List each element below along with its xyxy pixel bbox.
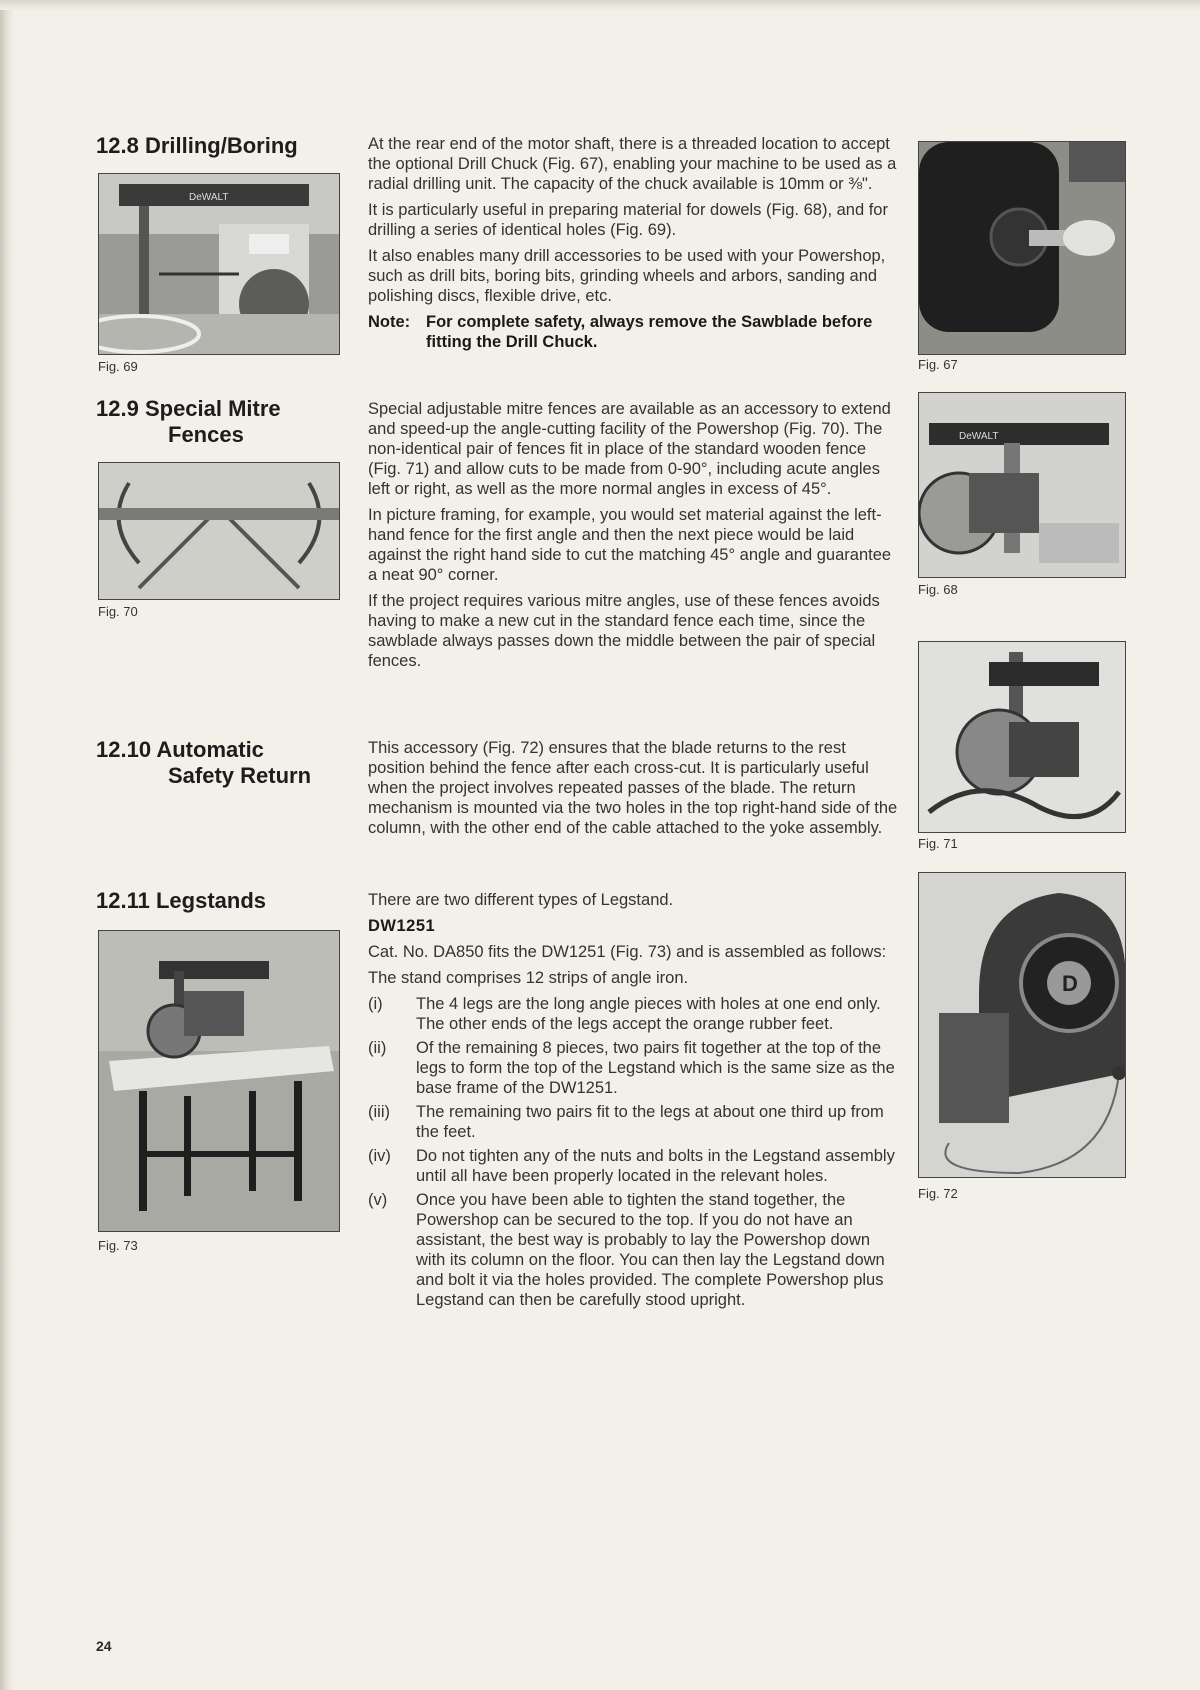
heading-mitre-number: 12.9 bbox=[96, 396, 139, 421]
drilling-paragraph-1: At the rear end of the motor shaft, there is a threaded location to accept the optional Drill Chuck (Fig. 67), enabling your machine to be used as a radial drilling unit. The capacity of the chuck available is 10mm or ⅜". bbox=[368, 135, 897, 193]
page-number: 24 bbox=[96, 1638, 112, 1654]
heading-safety-title-1: Automatic bbox=[156, 737, 264, 762]
heading-legstands-title: Legstands bbox=[155, 888, 266, 913]
fig73-photo bbox=[98, 930, 340, 1232]
drilling-section-text bbox=[368, 134, 898, 352]
heading-drilling-number: 12.8 bbox=[96, 133, 139, 158]
mitre-paragraph-2: In picture framing, for example, you would set material against the left- hand fence for the first angle and then the next piece would be laid against the right hand side to cut the matching 45° angle and guarantee a neat 90° corner. bbox=[368, 506, 892, 584]
drilling-paragraph-2: It is particularly useful in preparing material for dowels (Fig. 68), and for drilling a series of identical holes (Fig. 69). bbox=[368, 201, 888, 239]
fig71-caption: Fig. 71 bbox=[918, 836, 958, 851]
list-item bbox=[368, 1146, 898, 1186]
page-top-edge bbox=[0, 0, 1200, 10]
fig72-caption: Fig. 72 bbox=[918, 1186, 958, 1201]
heading-mitre-title-2: Fences bbox=[168, 422, 244, 447]
safety-note-text: For complete safety, always remove the Sawblade before fitting the Drill Chuck. bbox=[426, 313, 873, 351]
legstands-intro: There are two different types of Legstand. bbox=[368, 891, 674, 909]
legstands-model-heading: DW1251 bbox=[368, 917, 436, 935]
list-item-mark: (i) bbox=[368, 995, 383, 1013]
safety-paragraph-1: This accessory (Fig. 72) ensures that the blade returns to the rest position behind the fence after each cross-cut. It is particularly useful when the project involves repeated passes of the blade. The return mechanism is mounted via the two holes in the top right-hand side of the column, with the other end of the cable attached to the yoke assembly. bbox=[368, 739, 898, 837]
list-item bbox=[368, 1102, 898, 1142]
heading-mitre-title-1: Special Mitre bbox=[144, 396, 281, 421]
fig72-badge-label: D bbox=[1062, 971, 1078, 996]
fig72-photo bbox=[918, 872, 1126, 1178]
list-item-text: The remaining two pairs fit to the legs at about one third up from the feet. bbox=[416, 1103, 884, 1141]
heading-drilling bbox=[96, 133, 298, 159]
heading-safety-number: 12.10 bbox=[96, 737, 152, 762]
fig69-brand-label: DeWALT bbox=[189, 192, 229, 203]
heading-safety bbox=[96, 737, 311, 789]
fig68-brand-label: DeWALT bbox=[959, 431, 999, 442]
heading-drilling-title: Drilling/Boring bbox=[144, 133, 298, 158]
list-item-mark: (iv) bbox=[368, 1147, 391, 1165]
fig67-photo bbox=[918, 141, 1126, 355]
list-item-text: Once you have been able to tighten the stand together, the Powershop can be secured to the top. If you do not have an assistant, the best way is probably to lay the Powershop down with its column on the floor. You can then lay the Legstand down and bolt it via the holes provided. The complete Powershop plus Legstand can then be carefully stood upright. bbox=[416, 1191, 885, 1309]
safety-note-label: Note: bbox=[368, 313, 411, 331]
list-item bbox=[368, 1190, 898, 1310]
list-item-text: Of the remaining 8 pieces, two pairs fit together at the top of the legs to form the top of the Legstand which is the same size as the base frame of the DW1251. bbox=[416, 1039, 895, 1097]
legstands-paragraph-2: The stand comprises 12 strips of angle iron. bbox=[368, 969, 689, 987]
fig70-photo bbox=[98, 462, 340, 600]
heading-legstands bbox=[96, 888, 266, 914]
fig73-caption: Fig. 73 bbox=[98, 1238, 138, 1253]
drilling-paragraph-3: It also enables many drill accessories to be used with your Powershop, such as drill bits, boring bits, grinding wheels and arbors, sanding and polishing discs, flexible drive, etc. bbox=[368, 247, 886, 305]
legstands-paragraph-1: Cat. No. DA850 fits the DW1251 (Fig. 73) and is assembled as follows: bbox=[368, 943, 887, 961]
heading-legstands-number: 12.11 bbox=[96, 888, 150, 913]
list-item-mark: (ii) bbox=[368, 1039, 387, 1057]
list-item-text: Do not tighten any of the nuts and bolts in the Legstand assembly until all have been properly located in the relevant holes. bbox=[416, 1147, 895, 1185]
fig70-caption: Fig. 70 bbox=[98, 604, 138, 619]
mitre-section-text bbox=[368, 399, 898, 677]
fig71-photo bbox=[918, 641, 1126, 833]
mitre-paragraph-1: Special adjustable mitre fences are available as an accessory to extend and speed-up the angle-cutting facility of the Powershop (Fig. 70). The non-identical pair of fences fit in place of the standard wooden fence (Fig. 71) and allow cuts to be made from 0-90°, including acute angles left or right, as well as the more normal angles in excess of 45°. bbox=[368, 400, 891, 498]
fig67-caption: Fig. 67 bbox=[918, 357, 958, 372]
heading-mitre bbox=[96, 396, 281, 448]
heading-safety-title-2: Safety Return bbox=[168, 763, 312, 788]
fig69-photo bbox=[98, 173, 340, 355]
safety-section-text bbox=[368, 738, 898, 844]
fig68-photo bbox=[918, 392, 1126, 578]
legstands-section-text bbox=[368, 890, 898, 1314]
list-item-mark: (iii) bbox=[368, 1103, 390, 1121]
fig69-caption: Fig. 69 bbox=[98, 359, 138, 374]
safety-note bbox=[368, 312, 898, 352]
page-binding-edge bbox=[0, 0, 14, 1690]
list-item-mark: (v) bbox=[368, 1191, 388, 1209]
list-item bbox=[368, 994, 898, 1034]
list-item bbox=[368, 1038, 898, 1098]
fig68-caption: Fig. 68 bbox=[918, 582, 958, 597]
list-item-text: The 4 legs are the long angle pieces with holes at one end only. The other ends of the legs accept the orange rubber feet. bbox=[416, 995, 881, 1033]
mitre-paragraph-3: If the project requires various mitre angles, use of these fences avoids having to make a new cut in the standard fence each time, since the sawblade always passes down the middle between the pair of special fences. bbox=[368, 592, 880, 670]
